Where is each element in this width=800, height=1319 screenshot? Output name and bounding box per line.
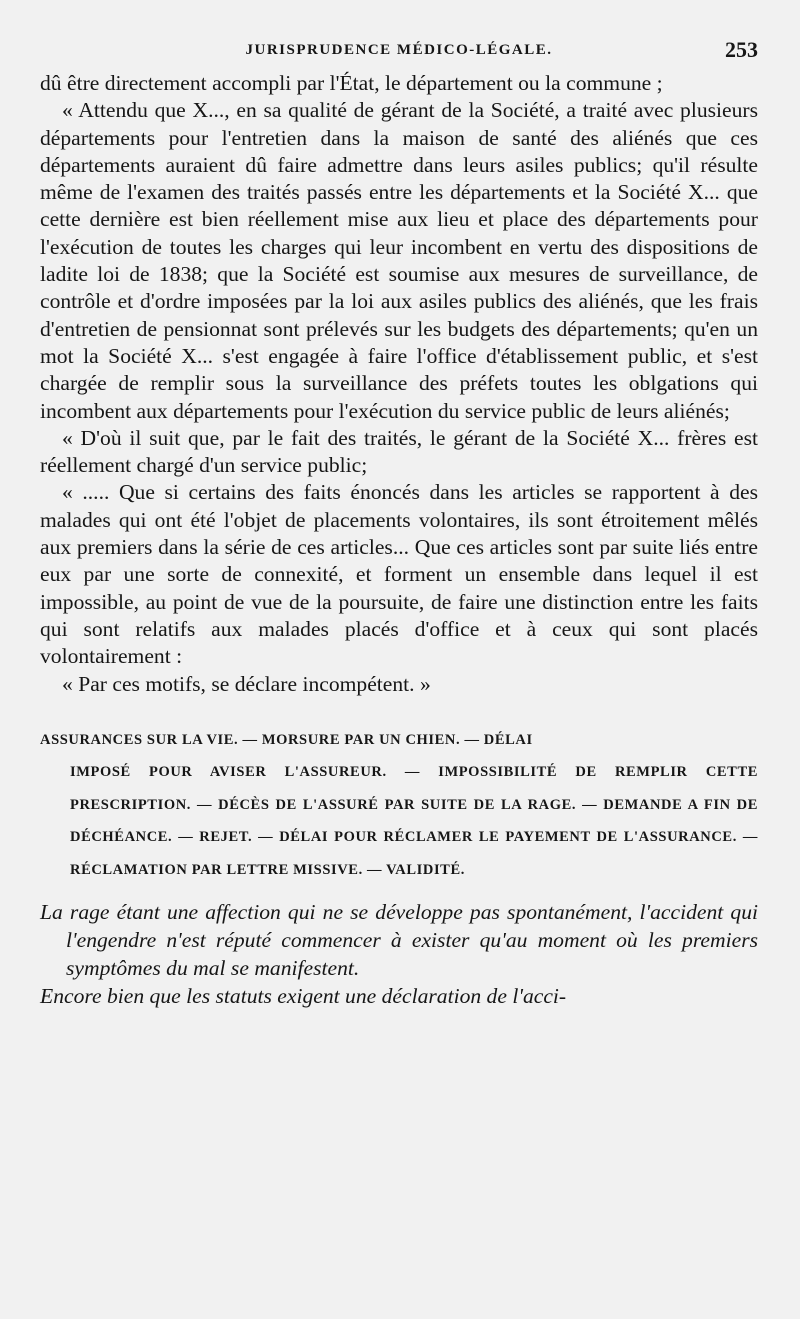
running-header [40, 30, 758, 70]
paragraph-continuation: dû être directement accompli par l'État, le département ou la commune ; [40, 71, 663, 95]
main-text [40, 70, 758, 698]
paragraph-attendu: « Attendu que X..., en sa qualité de gérant de la Société, a traité avec plusieurs départements pour l'entretien dans la maison de santé des aliénés que ces départements auraient dû faire admettre dans leurs asiles publics; qu'il résulte même de l'examen des traités passés entre les départements et la Société X... que cette dernière est bien réellement mise aux lieu et place des départements pour l'exécution de toutes les charges qui leur incombent en vertu des dispositions de ladite loi de 1838; que la Société est soumise aux mesures de surveillance, de contrôle et d'ordre imposées par la loi aux asiles publics des aliénés, que les frais d'entretien de pensionnat sont prélevés sur les budgets des départements; qu'en un mot la Société X... s'est engagée à faire l'office d'établissement public, et s'est chargée de remplir sous la surveillance des préfets toutes les oblgations qui incombent aux départements pour l'exécution du service public de leurs aliénés; [40, 98, 758, 423]
case-summary [40, 898, 758, 1010]
page-number: 253 [725, 37, 758, 62]
running-title: JURISPRUDENCE MÉDICO-LÉGALE. [245, 42, 553, 58]
summary-paragraph-encore: Encore bien que les statuts exigent une déclaration de l'acci- [40, 984, 567, 1009]
paragraph-par-ces-motifs: « Par ces motifs, se déclare incompétent. » [62, 671, 431, 696]
section-heading-rest: IMPOSÉ POUR AVISER L'ASSUREUR. — IMPOSSIBILITÉ DE REMPLIR CETTE PRESCRIPTION. — DÉCÈS DE L'ASSURÉ PAR SUITE DE LA RAGE. — DEMANDE A FIN DE DÉCHÉANCE. — REJET. — DÉLAI POUR RÉCLAMER LE PAYEMENT DE L'ASSURANCE. — RÉCLAMATION PAR LETTRE MISSIVE. — VALIDITÉ. [70, 764, 758, 878]
section-heading [40, 724, 758, 887]
paragraph-dou-il-suit: « D'où il suit que, par le fait des traités, le gérant de la Société X... frères est réellement chargé d'un service public; [40, 425, 758, 478]
paragraph-que-si-certains: « ..... Que si certains des faits énoncés dans les articles se rapportent à des malades qui ont été l'objet de placements volontaires, ils sont étroitement mêlés aux premiers dans la série de ces articles... Que ces articles sont par suite liés entre eux par une sorte de connexité, et forment un ensemble dans lequel il est impossible, au point de vue de la poursuite, de faire une distinction entre les faits qui sont relatifs aux malades placés d'office et à ceux qui sont placés volontairement : [40, 480, 758, 669]
section-heading-first-line: ASSURANCES SUR LA VIE. — MORSURE PAR UN CHIEN. — DÉLAI [40, 731, 533, 748]
summary-paragraph-rage: La rage étant une affection qui ne se développe pas spontanément, l'accident qui l'engendre n'est réputé commencer à exister qu'au moment où les premiers symptômes du mal se manifestent. [40, 900, 758, 981]
